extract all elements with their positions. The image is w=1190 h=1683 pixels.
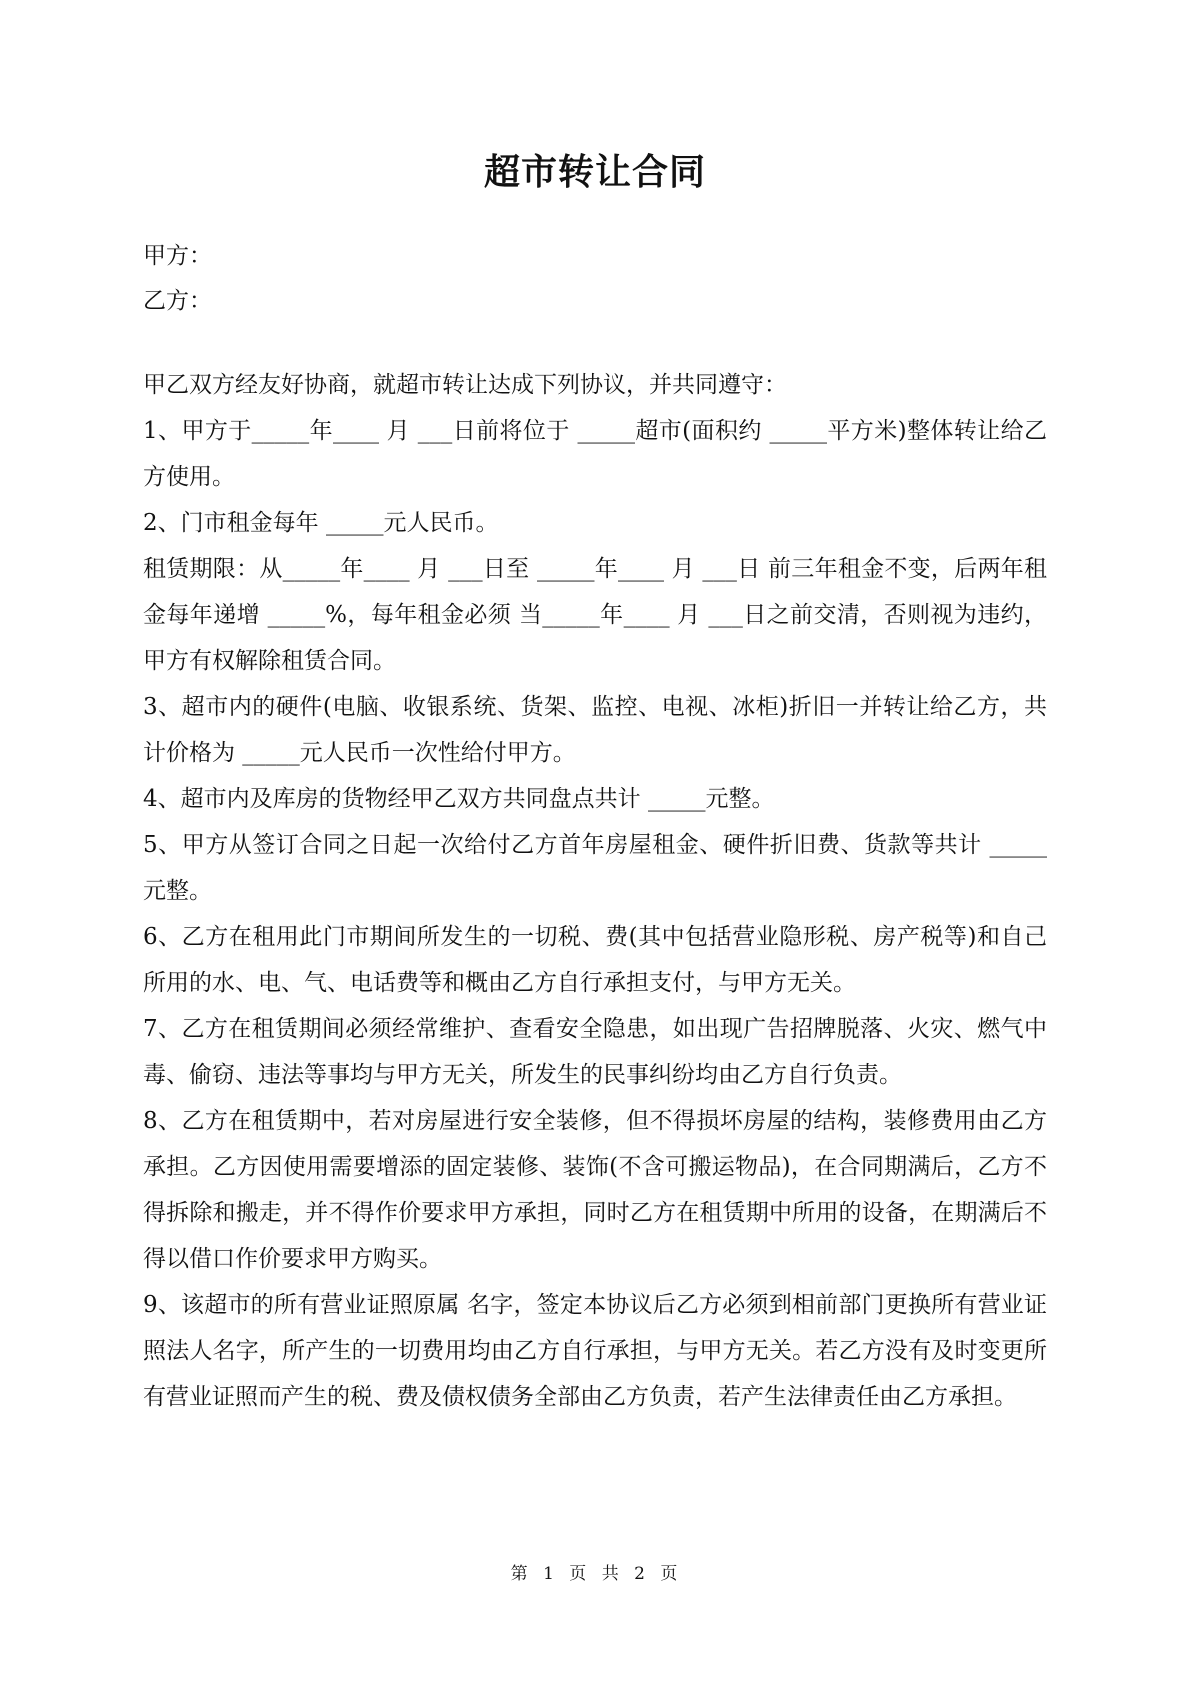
clause-3: 3、超市内的硬件(电脑、收银系统、货架、监控、电视、冰柜)折旧一并转让给乙方，共计价格为 _____元人民币一次性给付甲方。 bbox=[143, 694, 1047, 766]
clause-8: 8、乙方在租赁期中，若对房屋进行安全装修，但不得损坏房屋的结构，装修费用由乙方承担。乙方因使用需要增添的固定装修、装饰(不含可搬运物品)，在合同期满后，乙方不得拆除和搬走，并不得作价要求甲方承担，同时乙方在租赁期中所用的设备，在期满后不得以借口作价要求甲方购买。 bbox=[143, 1108, 1047, 1272]
lease-term-paragraph: 租赁期限：从_____年____ 月 ___日至 _____年____ 月 ___日 前三年租金不变，后两年租金每年递增 _____%，每年租金必须 当_____年____ 月 ___日之前交清，否则视为违约，甲方有权解除租赁合同。 bbox=[143, 556, 1047, 674]
clause-4: 4、超市内及库房的货物经甲乙双方共同盘点共计 _____元整。 bbox=[143, 786, 775, 812]
clause-6: 6、乙方在租用此门市期间所发生的一切税、费(其中包括营业隐形税、房产税等)和自己所用的水、电、气、电话费等和概由乙方自行承担支付，与甲方无关。 bbox=[143, 924, 1047, 996]
party-b-label: 乙方： bbox=[143, 288, 212, 314]
clause-1: 1、甲方于_____年____ 月 ___日前将位于 _____超市(面积约 _____平方米)整体转让给乙方使用。 bbox=[143, 418, 1047, 490]
clause-2: 2、门市租金每年 _____元人民币。 bbox=[143, 510, 499, 536]
clause-5: 5、甲方从签订合同之日起一次给付乙方首年房屋租金、硬件折旧费、货款等共计 _____元整。 bbox=[143, 832, 1047, 904]
clause-9: 9、该超市的所有营业证照原属 名字，签定本协议后乙方必须到相前部门更换所有营业证照法人名字，所产生的一切费用均由乙方自行承担，与甲方无关。若乙方没有及时变更所有营业证照而产生的税、费及债权债务全部由乙方负责，若产生法律责任由乙方承担。 bbox=[143, 1292, 1047, 1410]
contract-body bbox=[143, 362, 1047, 1420]
clause-7: 7、乙方在租赁期间必须经常维护、查看安全隐患，如出现广告招牌脱落、火灾、燃气中毒、偷窃、违法等事均与甲方无关，所发生的民事纠纷均由乙方自行负责。 bbox=[143, 1016, 1047, 1088]
page-number-footer: 第 1 页 共 2 页 bbox=[510, 1564, 680, 1584]
party-a-label: 甲方： bbox=[143, 243, 212, 269]
document-title: 超市转让合同 bbox=[483, 151, 706, 193]
intro-paragraph: 甲乙双方经友好协商，就超市转让达成下列协议，并共同遵守： bbox=[143, 372, 787, 398]
